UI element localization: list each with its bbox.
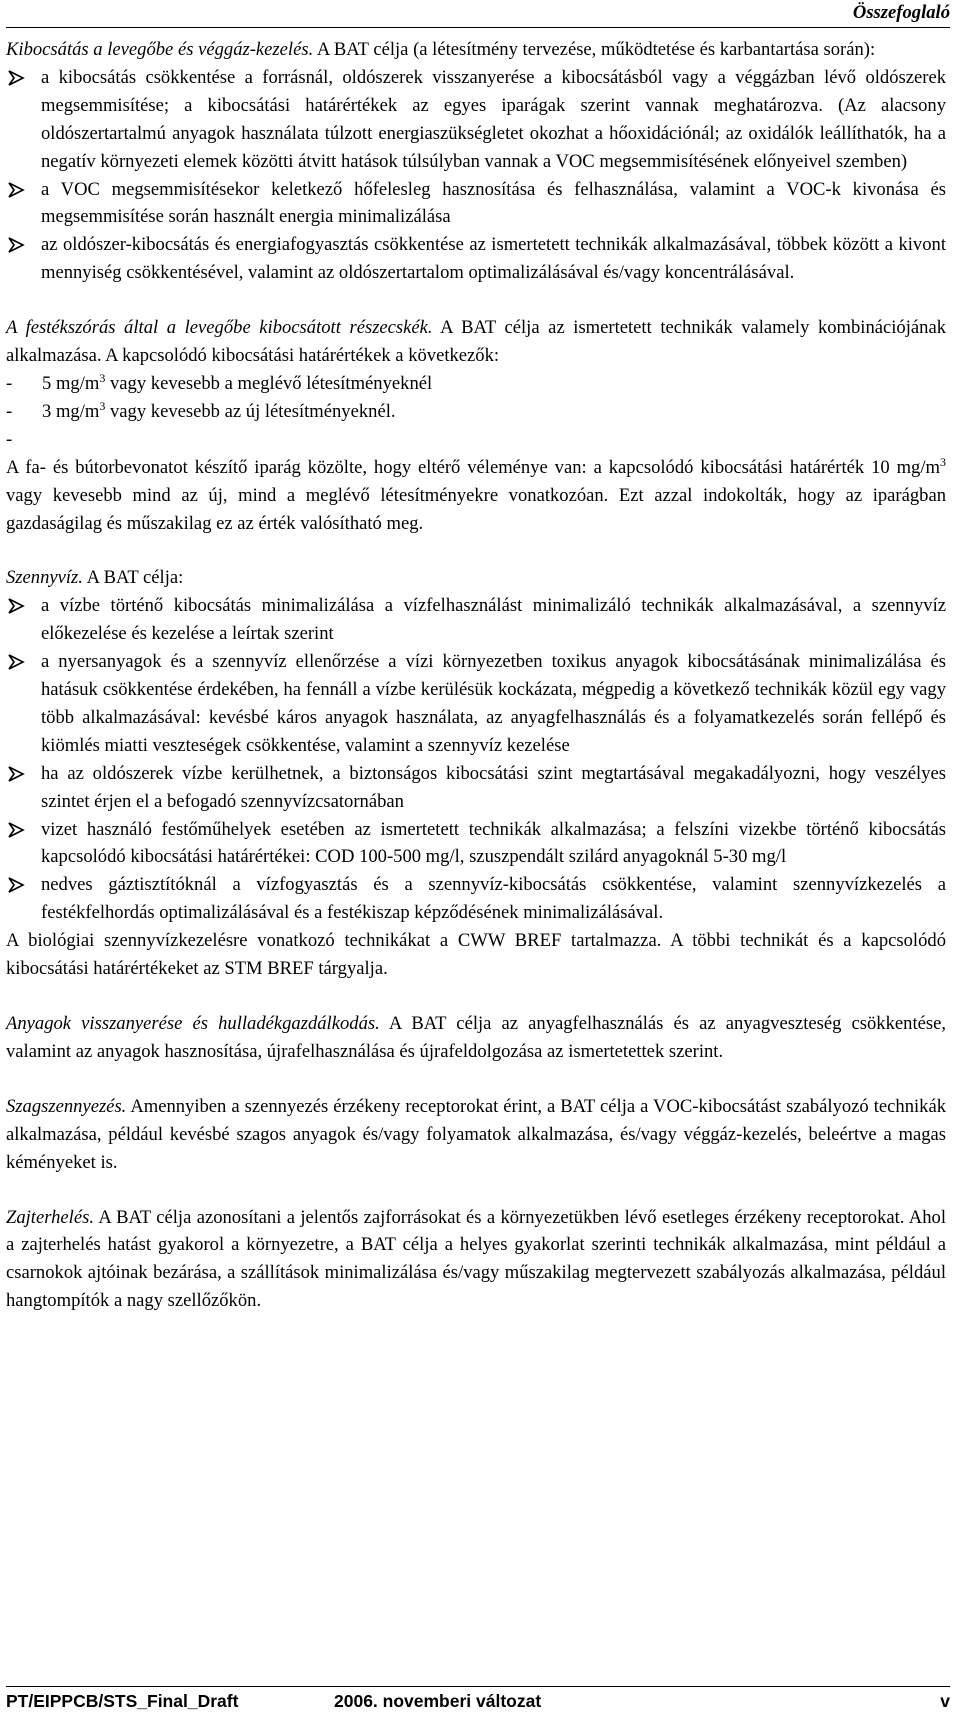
- limit-value: 3 mg/m: [42, 400, 100, 422]
- materials-heading: Anyagok visszanyerése és hulladékgazdálkodás.: [6, 1013, 380, 1034]
- arrow-bullet-icon: [6, 231, 26, 259]
- limit-superscript: 3: [99, 398, 106, 413]
- list-item: [6, 426, 946, 454]
- noise-paragraph: [6, 1204, 946, 1316]
- footer-divider: [6, 1686, 950, 1687]
- wastewater-intro: [6, 564, 946, 592]
- footer-doc-id: PT/EIPPCB/STS_Final_Draft: [6, 1691, 239, 1711]
- bullet-text: az oldószer-kibocsátás és energiafogyasztás csökkentése az ismertetett technikák alkalmazásával, többek között a kivont mennyiség csökkentésével, valamint az oldószertartalom optimalizálásával és/vagy koncentrálásával.: [41, 234, 946, 284]
- air-emissions-intro-text: A BAT célja (a létesítmény tervezése, működtetése és karbantartása során):: [316, 39, 876, 60]
- list-item: [6, 760, 946, 816]
- wastewater-closing: A biológiai szennyvízkezelésre vonatkozó technikákat a CWW BREF tartalmazza. A többi technikát és a kapcsolódó kibocsátási határértékeket az STM BREF tárgyalja.: [6, 930, 946, 980]
- limit-text: vagy kevesebb az új létesítményeknél.: [105, 400, 396, 422]
- header-divider: [6, 27, 950, 28]
- industry-dissent-note: [6, 454, 946, 538]
- list-item: [6, 176, 946, 232]
- noise-heading: Zajterhelés.: [6, 1206, 94, 1228]
- air-emissions-heading: Kibocsátás a levegőbe és véggáz-kezelés.: [6, 39, 314, 60]
- bullet-text: a kibocsátás csökkentése a forrásnál, oldószerek visszanyerése a kibocsátásból vagy a véggázban lévő oldószerek megsemmisítése; a kibocsátási határértékek az egyes iparágak szerint vannak meghatározva. (Az alacsony oldószertartalmú anyagok használata túlzott energiaszükségletet okozhat a hőoxidációnál; az oxidálók leállíthatók, ha a negatív környezeti elemek közötti átvitt hatások túlsúlyban vannak a VOC megsemmisítésének előnyeivel szemben): [41, 66, 946, 172]
- limit-text: vagy kevesebb a meglévő létesítményeknél: [105, 372, 433, 394]
- footer-page-number: v: [940, 1691, 950, 1711]
- wastewater-heading: Szennyvíz.: [6, 567, 83, 589]
- wastewater-intro-text: A BAT célja:: [86, 567, 184, 589]
- paint-spray-text: A BAT célja az ismertetett technikák valamely kombinációjának alkalmazása. A kapcsolódó kibocsátási határértékek a következők:: [6, 317, 946, 367]
- list-item: [6, 370, 946, 398]
- section-noise: [6, 1204, 946, 1316]
- air-emissions-bullets: [6, 64, 946, 287]
- arrow-bullet-icon: [6, 871, 26, 899]
- odour-heading: Szagszennyezés.: [6, 1095, 127, 1117]
- list-item: [6, 64, 946, 176]
- materials-paragraph: [6, 1010, 946, 1066]
- bullet-text: a vízbe történő kibocsátás minimalizálása a vízfelhasználást minimalizáló technikák alkalmazásával, a szennyvíz előkezelése és kezelése a leírtak szerint: [41, 595, 946, 645]
- dissent-text-end: vagy kevesebb mind az új, mind a meglévő létesítményekre vonatkozóan. Ezt azzal indokolták, hogy az iparágban gazdaságilag és műszakilag ez az érték valósítható meg.: [6, 484, 946, 534]
- dissent-superscript: 3: [940, 454, 946, 469]
- bullet-text: a nyersanyagok és a szennyvíz ellenőrzése a vízi környezetben toxikus anyagok kibocsátásának minimalizálása és hatásuk csökkentése érdekében, ha fennáll a vízbe kerülésük kockázata, mégpedig a következő technikák közül egy vagy több alkalmazásával: kevésbé káros anyagok használata, az anyagfelhasználás és a folyamatkezelés során fellépő és kiömlés miatti veszteségek csökkentése, valamint a szennyvíz kezelése: [41, 651, 946, 756]
- paint-spray-paragraph: [6, 314, 946, 370]
- list-item: [6, 231, 946, 287]
- bullet-text: vizet használó festőműhelyek esetében az ismertetett technikák alkalmazása; a felszíni vizekbe történő kibocsátás kapcsolódó kibocsátási határértékei: COD 100-500 mg/l, szuszpendált szilárd anyagoknál 5-30 mg/l: [41, 818, 946, 868]
- odour-paragraph: [6, 1093, 946, 1177]
- emission-limits-list: [6, 370, 946, 454]
- wastewater-bullets: [6, 592, 946, 927]
- arrow-bullet-icon: [6, 592, 26, 620]
- bullet-text: a VOC megsemmisítésekor keletkező hőfelesleg hasznosítása és felhasználása, valamint a VOC-k kivonása és megsemmisítése során használt energia minimalizálása: [41, 178, 946, 228]
- arrow-bullet-icon: [6, 176, 26, 204]
- bullet-text: ha az oldószerek vízbe kerülhetnek, a biztonságos kibocsátási szint megtartásával megakadályozni, hogy veszélyes szintet érjen el a befogadó szennyvízcsatornában: [41, 762, 946, 812]
- list-item: [6, 592, 946, 648]
- arrow-bullet-icon: [6, 648, 26, 676]
- dash-marker: -: [6, 400, 13, 422]
- footer-version: 2006. novemberi változat: [334, 1691, 542, 1711]
- dash-marker: -: [6, 428, 13, 450]
- list-item: [6, 816, 946, 872]
- section-wastewater: [6, 564, 946, 983]
- page-header-title: Összefoglaló: [852, 2, 950, 23]
- document-body: [6, 36, 946, 1315]
- list-item: [6, 398, 946, 426]
- list-item: [6, 871, 946, 927]
- limit-value: 5 mg/m: [42, 372, 100, 394]
- dash-marker: -: [6, 372, 13, 394]
- arrow-bullet-icon: [6, 64, 26, 92]
- arrow-bullet-icon: [6, 816, 26, 844]
- dissent-text-start: A fa- és bútorbevonatot készítő iparág közölte, hogy eltérő véleménye van: a kapcsolódó kibocsátási határérték 10 mg/m: [6, 456, 940, 478]
- bullet-text: nedves gáztisztítóknál a vízfogyasztás és a szennyvíz-kibocsátás csökkentése, valamint szennyvízkezelés a festékfelhordás optimalizálásával és a festékiszap képződésének minimalizálásával.: [41, 874, 946, 924]
- air-emissions-intro: [6, 36, 946, 64]
- section-materials: [6, 1010, 946, 1066]
- list-item: [6, 648, 946, 760]
- section-odour: [6, 1093, 946, 1177]
- paint-spray-heading: A festékszórás által a levegőbe kibocsátott részecskék.: [6, 317, 433, 339]
- materials-text: A BAT célja az anyagfelhasználás és az anyagveszteség csökkentése, valamint az anyagok hasznosítása, újrafelhasználása és újrafeldolgozása az ismertetettek szerint.: [6, 1013, 947, 1062]
- arrow-bullet-icon: [6, 760, 26, 788]
- section-paint-spray: [6, 314, 946, 537]
- odour-text: Amennyiben a szennyezés érzékeny receptorokat érint, a BAT célja a VOC-kibocsátást szabályozó technikák alkalmazása, például kevésbé szagos anyagok és/vagy folyamatok alkalmazása, és/vagy véggáz-kezelés, beleértve a magas kéményeket is.: [6, 1095, 947, 1173]
- limit-superscript: 3: [99, 370, 106, 385]
- noise-text: A BAT célja azonosítani a jelentős zajforrásokat és a környezetükben lévő esetleges érzékeny receptorokat. Ahol a zajterhelés hatást gyakorol a környezetre, a BAT célja a helyes gyakorlat szerinti technikák alkalmazása, mint például a csarnokok ajtóinak bezárása, a szállítások minimalizálása és/vagy műszakilag megtervezett szabályozás alkalmazása, például hangtompítók a nagy szellőzőkön.: [6, 1206, 946, 1312]
- section-air-emissions: [6, 36, 946, 287]
